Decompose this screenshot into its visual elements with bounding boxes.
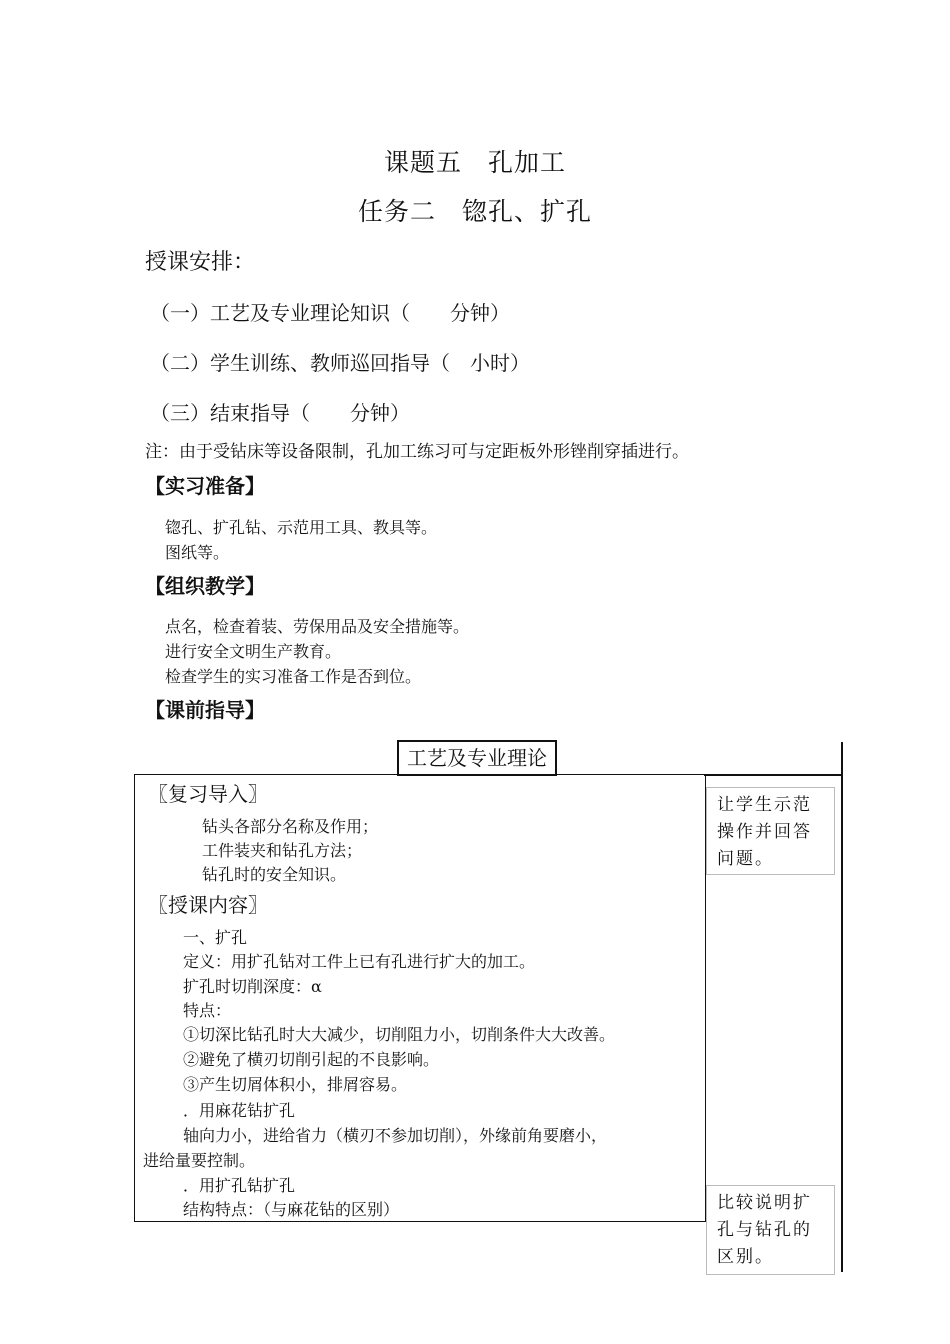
section-heading-org: 【组织教学】 xyxy=(145,574,265,598)
table-top-border-right xyxy=(704,774,843,776)
review-heading: 〖复习导入〗 xyxy=(148,782,268,806)
content-line: 扩孔时切削深度：α xyxy=(183,977,322,996)
org-line: 进行安全文明生产教育。 xyxy=(165,642,342,661)
section-heading-prep: 【实习准备】 xyxy=(145,474,265,498)
content-line: 一、扩孔 xyxy=(183,928,248,947)
content-line: 结构特点：（与麻花钻的区别） xyxy=(183,1200,400,1219)
content-line: 特点： xyxy=(183,1001,232,1020)
review-line: 钻头各部分名称及作用； xyxy=(202,817,379,836)
table-right-border xyxy=(841,742,843,1272)
page-subtitle: 任务二 锪孔、扩孔 xyxy=(357,197,592,226)
org-line: 点名，检查着装、劳保用品及安全措施等。 xyxy=(165,617,470,636)
content-line: 定义：用扩孔钻对工件上已有孔进行扩大的加工。 xyxy=(183,952,536,971)
content-heading: 〖授课内容〗 xyxy=(148,893,268,917)
content-line: ．用扩孔钻扩孔 xyxy=(183,1176,296,1195)
table-title: 工艺及专业理论 xyxy=(397,740,557,776)
section-heading-guide: 【课前指导】 xyxy=(145,698,265,722)
prep-line: 图纸等。 xyxy=(165,543,230,562)
org-line: 检查学生的实习准备工作是否到位。 xyxy=(165,667,422,686)
prep-line: 锪孔、扩孔钻、示范用工具、教具等。 xyxy=(165,518,438,537)
arrangement-heading: 授课安排： xyxy=(145,250,256,275)
side-note: 比较说明扩孔与钻孔的区别。 xyxy=(706,1185,835,1275)
content-line: ．用麻花钻扩孔 xyxy=(183,1101,296,1120)
content-line: 进给量要控制。 xyxy=(143,1151,256,1170)
content-line: ①切深比钻孔时大大减少，切削阻力小，切削条件大大改善。 xyxy=(183,1025,616,1044)
side-note: 让学生示范操作并回答问题。 xyxy=(706,787,835,875)
content-line: ②避免了横刃切削引起的不良影响。 xyxy=(183,1050,440,1069)
page-title: 课题五 孔加工 xyxy=(383,148,566,177)
arrangement-item: （二）学生训练、教师巡回指导（ 小时） xyxy=(150,351,530,375)
content-line: 轴向力小，进给省力（横刃不参加切削），外缘前角要磨小， xyxy=(183,1126,608,1145)
arrangement-item: （一）工艺及专业理论知识（ 分钟） xyxy=(150,301,510,325)
arrangement-item: （三）结束指导（ 分钟） xyxy=(150,401,410,425)
review-line: 钻孔时的安全知识。 xyxy=(202,865,347,884)
note-text: 注：由于受钻床等设备限制，孔加工练习可与定距板外形锉削穿插进行。 xyxy=(145,442,689,462)
review-line: 工件装夹和钻孔方法； xyxy=(202,841,363,860)
content-line: ③产生切屑体积小，排屑容易。 xyxy=(183,1075,408,1094)
